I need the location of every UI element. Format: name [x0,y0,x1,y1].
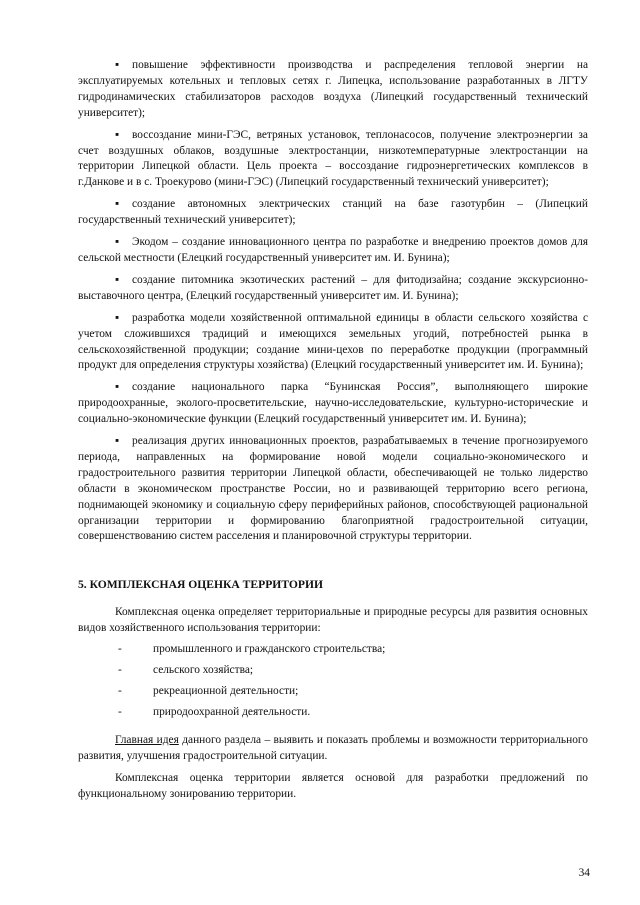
bullet-paragraph [78,235,588,267]
bullet-icon: ▪ [115,128,120,141]
bullet-paragraph [78,58,588,122]
dash-marker: - [118,643,122,656]
bullet-icon: ▪ [115,311,120,324]
dash-marker: - [118,664,122,677]
bullet-icon: ▪ [115,236,120,249]
section-heading: 5. КОМПЛЕКСНАЯ ОЦЕНКА ТЕРРИТОРИИ [78,578,324,592]
list-item-text: рекреационной деятельности; [153,685,299,698]
bullet-text: разработка модели хозяйственной оптимальной единицы в области сельского хозяйства с учетом сложившихся традиций и имеющихся земельных угодий, потребностей рынка в сельскохозяйственной продукции; создание мини-цехов по переработке продукции (программный продукт для определения структуры хозяйства) (Елецкий государственный университет им. И. Бунина); [78,311,588,372]
bullet-text: реализация других инновационных проектов, разрабатываемых в течение прогнозируемого периода, направленных на формирование новой модели социально-экономического и градостроительного развития территории Липецкой области, обеспечивающей не только лидерство области в экономическом пространстве России, но и развивающей территорию всего региона, поднимающей экономику и социальную сферу периферийных районов, способствующей рациональной организации территории и формированию благоприятной градостроительной ситуации, совершенствованию систем расселения и планировочной структуры территории. [78,435,588,543]
bullet-icon: ▪ [115,381,120,394]
main-idea-label: Главная идея [115,734,179,747]
list-item [78,702,588,723]
bullet-paragraph [78,380,588,428]
text-column [78,58,588,803]
bullet-text: создание автономных электрических станций на базе газотурбин – (Липецкий государственный технический университет); [78,198,588,227]
main-idea-paragraph [78,733,588,765]
bullet-paragraph [78,434,588,545]
list-item [78,660,588,681]
bullet-text: создание питомника экзотических растений – для фитодизайна; создание экскурсионно-выставочного центра, (Елецкий государственный университет им. И. Бунина); [78,273,588,302]
dash-marker: - [118,706,122,719]
list-item-text: сельского хозяйства; [153,664,254,677]
main-idea-text: данного раздела – выявить и показать проблемы и возможности территориального развития, улучшения градостроительной ситуации. [78,734,589,763]
bullet-text: Экодом – создание инновационного центра по разработке и внедрению проектов домов для сельской местности (Елецкий государственный университет им. И. Бунина); [78,236,588,264]
bullet-text: воссоздание мини-ГЭС, ветряных установок, теплонасосов, получение электроэнергии за счет воздушных облаков, воздушные электростанции, низкотемпературные электростанции на территории Липецкой области. Цель проекта – воссоздание гидроэнергетических комплексов в г.Данкове и в с. Троекурово (мини-ГЭС) (Липецкий государственный технический университет); [78,128,588,189]
section-intro: Комплексная оценка определяет территориальные и природные ресурсы для развития основных видов хозяйственного использования территории: [78,606,588,635]
bullet-paragraph [78,273,588,305]
bullet-icon: ▪ [115,435,120,448]
bullet-icon: ▪ [115,273,120,286]
bullet-paragraph [78,311,588,375]
bullet-paragraph [78,197,588,229]
usage-list [78,639,588,723]
bullet-icon: ▪ [115,198,120,211]
list-item-text: природоохранной деятельности. [153,706,311,719]
closing-paragraph: Комплексная оценка территории является основой для разработки предложений по функциональному зонированию территории. [78,772,588,800]
bullet-paragraph [78,128,588,192]
bullet-text: повышение эффективности производства и распределения тепловой энергии на эксплуатируемых котельных и тепловых сетях г. Липецка, использование разработанных в ЛГТУ гидродинамических стабилизаторов расходов воздуха (Липецкий государственный технический университет); [78,59,588,119]
page-number: 34 [578,867,590,879]
list-item [78,639,588,660]
dash-marker: - [118,685,122,698]
bullet-icon: ▪ [115,59,120,71]
list-item-text: промышленного и гражданского строительства; [153,643,386,656]
list-item [78,681,588,702]
bullet-text: создание национального парка “Бунинская Россия”, выполняющего широкие природоохранные, эколого-просветительские, научно-исследовательские, культурно-исторические и социально-экономические функции (Елецкий государственный университет им. И. Бунина); [78,381,588,426]
